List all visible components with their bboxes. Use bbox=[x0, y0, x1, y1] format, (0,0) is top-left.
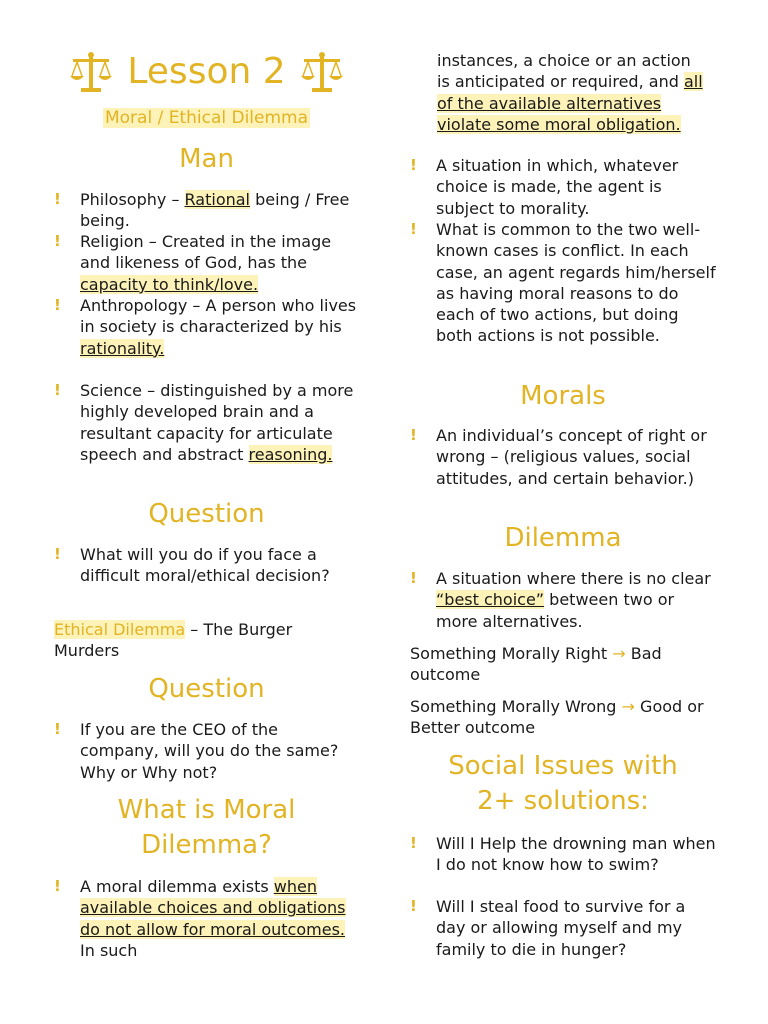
bullet-icon: ! bbox=[54, 296, 61, 314]
bullet-icon: ! bbox=[410, 834, 417, 852]
bullet-icon: ! bbox=[54, 232, 61, 250]
list-item: ! Anthropology – A person who lives in society is characterized by his rationality. bbox=[54, 296, 357, 358]
scales-icon bbox=[69, 50, 113, 94]
bullet-icon: ! bbox=[410, 897, 417, 915]
note-ethical-dilemma: Ethical Dilemma – The Burger Murders bbox=[54, 620, 293, 661]
arrow-right-icon: → bbox=[621, 697, 635, 716]
list-item: ! A situation where there is no clear “best choice” between two or more alternatives. bbox=[410, 569, 711, 631]
page-title: Lesson 2 bbox=[127, 51, 286, 92]
list-item: ! Philosophy – Rational being / Free being. bbox=[54, 190, 350, 231]
bullet-icon: ! bbox=[410, 426, 417, 444]
list-item: ! What is common to the two well-known cases is conflict. In each case, an agent regards him/herself as having moral reasons to do each of two actions, but doing both actions is not possible. bbox=[410, 220, 716, 346]
bullet-icon: ! bbox=[54, 720, 61, 738]
list-item: ! A moral dilemma exists when available choices and obligations do not allow for moral outcomes. In such bbox=[54, 877, 346, 960]
section-heading-question: Question bbox=[148, 499, 265, 529]
section-heading-what-is-moral-dilemma: What is Moral Dilemma? bbox=[117, 795, 296, 860]
wrong-good-outcome-line: Something Morally Wrong → Good or Better outcome bbox=[410, 697, 704, 738]
list-item: ! Will I steal food to survive for a day or allowing myself and my family to die in hunger? bbox=[410, 897, 686, 959]
section-heading-social-issues: Social Issues with 2+ solutions: bbox=[448, 751, 678, 816]
bullet-icon: ! bbox=[410, 156, 417, 174]
section-heading-dilemma: Dilemma bbox=[504, 523, 622, 553]
continued-paragraph: instances, a choice or an action is anticipated or required, and all of the available alternatives violate some moral obligation. bbox=[437, 51, 703, 134]
bullet-icon: ! bbox=[54, 190, 61, 208]
scales-icon bbox=[300, 50, 344, 94]
page-subtitle: Moral / Ethical Dilemma bbox=[104, 108, 309, 128]
section-heading-question: Question bbox=[148, 674, 265, 704]
list-item: ! An individual’s concept of right or wrong – (religious values, social attitudes, and certain behavior.) bbox=[410, 426, 707, 488]
bullet-icon: ! bbox=[54, 877, 61, 895]
right-bad-outcome-line: Something Morally Right → Bad outcome bbox=[410, 644, 662, 685]
section-heading-morals: Morals bbox=[520, 381, 606, 411]
arrow-right-icon: → bbox=[612, 644, 626, 663]
bullet-icon: ! bbox=[54, 381, 61, 399]
list-item: ! Science – distinguished by a more highly developed brain and a resultant capacity for articulate speech and abstract reasoning. bbox=[54, 381, 354, 464]
bullet-icon: ! bbox=[410, 220, 417, 238]
list-item: ! Religion – Created in the image and likeness of God, has the capacity to think/love. bbox=[54, 232, 332, 294]
list-item: ! If you are the CEO of the company, will you do the same? Why or Why not? bbox=[54, 720, 339, 782]
list-item: ! A situation in which, whatever choice is made, the agent is subject to morality. bbox=[410, 156, 679, 218]
list-item: ! What will you do if you face a difficult moral/ethical decision? bbox=[54, 545, 330, 586]
section-heading-man: Man bbox=[179, 144, 234, 174]
list-item: ! Will I Help the drowning man when I do not know how to swim? bbox=[410, 834, 716, 875]
title-row bbox=[54, 42, 359, 102]
bullet-icon: ! bbox=[410, 569, 417, 587]
bullet-icon: ! bbox=[54, 545, 61, 563]
